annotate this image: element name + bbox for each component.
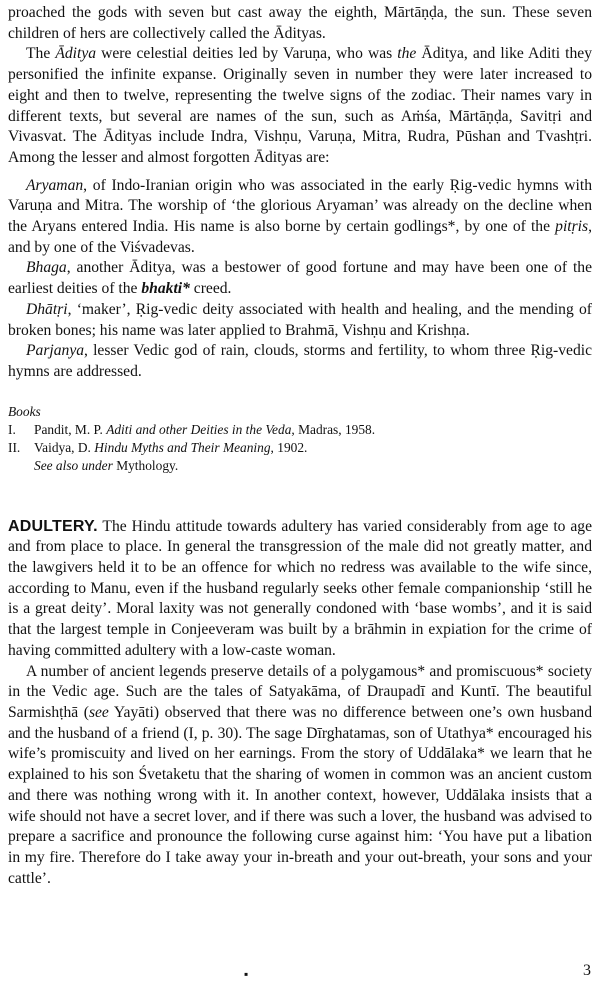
dhatri-name: Dhātṛi <box>26 300 68 318</box>
aryaman-name: Aryaman <box>26 176 84 194</box>
aryaman-paragraph <box>8 176 592 259</box>
book-number: I. <box>8 421 16 437</box>
see-also-reference <box>8 457 592 475</box>
adityas-paragraph: The Āditya were celestial deities led by Varuṇa, who was the Āditya, and like Aditi they personified the infinite expanse. Originally seven in number they were later increased to eight and then to twelve, representing the twelve signs of the zodiac. Their names vary in different texts, but several are names of the sun, such as Aṁśa, Mārtāṇḍa, Savitṛi and Vivasvat. The Ādityas include Indra, Vishṇu, Varuṇa, Mitra, Rudra, Pūshan and Tvashṭri. Among the lesser and almost forgotten Ādityas are: <box>8 45 592 166</box>
book-title: Hindu Myths and Their Meaning <box>94 439 271 455</box>
book-entry <box>8 439 592 457</box>
see-reference: see <box>88 703 109 721</box>
adultery-entry <box>8 517 592 662</box>
entry-headword: ADULTERY. <box>8 517 98 535</box>
dhatri-paragraph <box>8 300 592 341</box>
book-number: II. <box>8 439 21 455</box>
book-citation: Pandit, M. P. Aditi and other Deities in the Veda, Madras, 1958. <box>34 421 376 437</box>
footer-mark: ▪ <box>244 967 249 981</box>
intro-paragraph-continued: proached the gods with seven but cast away the eighth, Mārtāṇḍa, the sun. These seven children of hers are collectively called the Ādityas. <box>8 4 592 42</box>
book-title: Aditi and other Deities in the Veda <box>106 421 292 437</box>
books-heading: Books <box>8 403 41 419</box>
book-citation: Vaidya, D. Hindu Myths and Their Meaning, 1902. <box>34 439 308 455</box>
bhaga-text-b: creed. <box>189 280 232 298</box>
bhaga-text-a: , another Āditya, was a bestower of good fortune and may have been one of the earliest deities of the <box>8 259 592 298</box>
bhakti-term: bhakti* <box>141 280 190 298</box>
aryaman-text-a: , of Indo-Iranian origin who was associated in the early Ṛig-vedic hymns with Varuṇa and Mitra. The worship of ‘the glorious Aryaman’ was already on the decline when the Aryans entered India. His name is also borne by certain godlings*, by one of the <box>8 176 592 236</box>
page-number: 3 <box>583 962 591 979</box>
adultery-paragraph-2 <box>8 662 592 890</box>
parjanya-name: Parjanya <box>26 342 85 360</box>
see-also-label: See also under <box>34 457 113 473</box>
bhaga-paragraph <box>8 258 592 299</box>
pitris-term: pitṛis <box>555 218 589 236</box>
aditya-term: Āditya <box>55 45 97 63</box>
the-emphasis: the <box>397 45 417 63</box>
parjanya-paragraph <box>8 341 592 382</box>
aryaman-text-b: , and by one of the Viśvadevas. <box>8 218 592 256</box>
adultery-text-a: A number of ancient legends preserve details of a polygamous* and promiscuous* society in the Vedic age. Such are the tales of Satyakāma, of Draupadī and Kuntī. The beautiful Sarmishṭhā ( <box>8 662 592 721</box>
adityas-text-a: were celestial deities led by Varuṇa, who was <box>96 45 398 63</box>
adityas-text-b: Āditya, and like Aditi they personified the infinite expanse. Originally seven in number they were later increased to eight and then to twelve, representing the twelve signs of the zodiac. Their names vary in different texts, but several are names of the sun, such as Aṁśa, Mārtāṇḍa, Savitṛi and Vivasvat. The Ādityas include Indra, Vishṇu, Varuṇa, Mitra, Rudra, Pūshan and Tvashṭri. Among the lesser and almost forgotten Ādityas are: <box>8 45 592 166</box>
adultery-text-b: Yayāti) observed that there was no difference between one’s own husband and the husband of a friend (I, p. 30). The sage Dīrghatamas, son of Utathya* encouraged his wife’s promiscuity and lived on her earnings. From the story of Uddālaka* we learn that he explained to his son Śvetaketu that the sharing of women in common was an ancient custom and there was nothing wrong with it. In another context, however, Uddālaka insists that a wife should not have a secret lover, and if there was such a lover, the husband was advised to prepare a sacrifice and pronounce the following curse against him: ‘You have put a libation in my fire. Therefore do I take away your in-breath and your out-breath, your sons and your cattle’. <box>8 703 592 887</box>
parjanya-text: , lesser Vedic god of rain, clouds, storms and fertility, to whom three Ṛig-vedic hymns are addressed. <box>8 342 592 380</box>
bhaga-name: Bhaga <box>26 259 67 277</box>
see-also-target: Mythology. <box>112 457 179 473</box>
dhatri-text: , ‘maker’, Ṛig-vedic deity associated with health and healing, and the mending of broken bones; his name was later applied to Brahmā, Vishṇu and Krishṇa. <box>8 300 592 339</box>
adultery-text: The Hindu attitude towards adultery has varied considerably from age to age and from place to place. In general the transgression of the male did not greatly matter, and the lawgivers held it to be an offence for which no redress was available to the wife since, according to Manu, even if the husband regularly seeks other female companionship ‘still he is a great deity’. Moral laxity was not generally condoned with ‘base wombs’, and it is said that the largest temple in Conjeeveram was built by a brāhmin in expiation for the crime of having committed adultery with a low-caste woman. <box>8 517 592 659</box>
books-list <box>8 421 592 475</box>
book-entry <box>8 421 592 439</box>
